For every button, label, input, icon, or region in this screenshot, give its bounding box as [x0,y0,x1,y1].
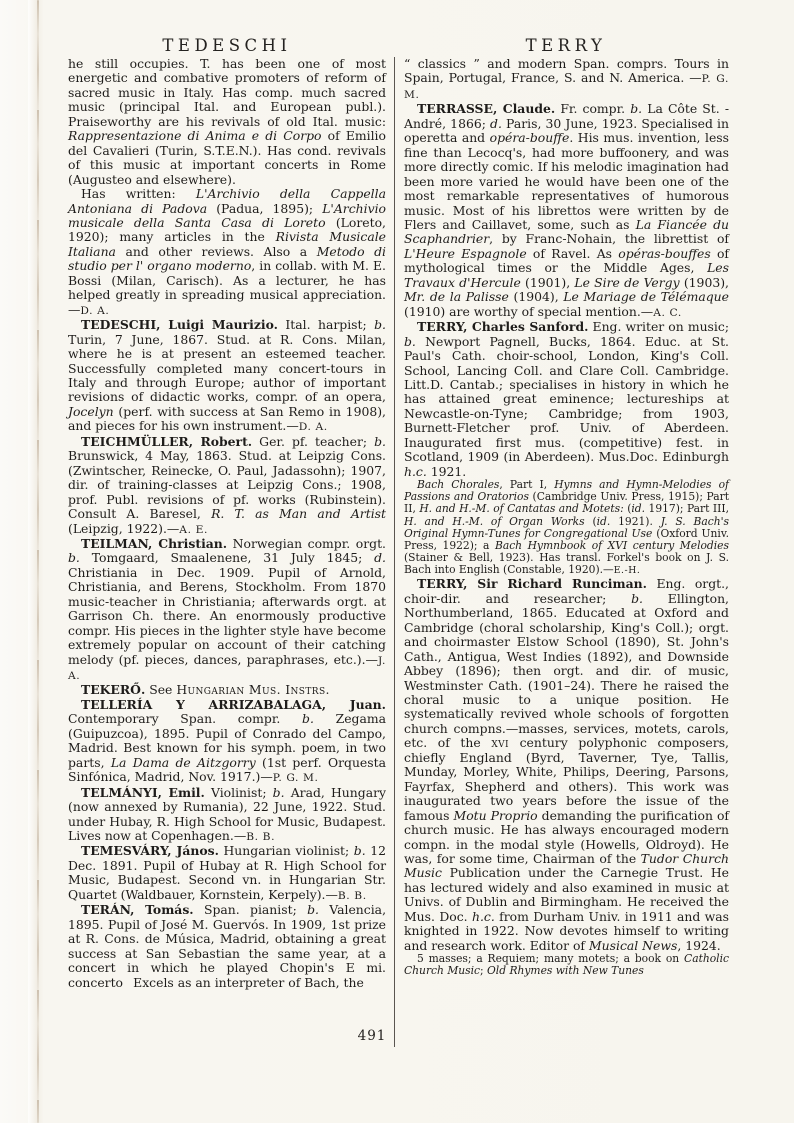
text-run: b. [630,101,643,117]
text-run: Old Rhymes with New Tunes [487,964,644,978]
text-run: J. A. [68,653,386,683]
text-run: 1921. [426,463,467,479]
binding-crease [37,0,39,1123]
text-run: D. A. [298,420,328,434]
entry-terry-richard-runciman [404,577,729,953]
text-run: Turin, 7 June, 1867. Stud. at R. Cons. Milan, where he is at present an esteemed teacher. Successfully completed many concert-tours in Italy and through Europe; author of important revisions of didactic works, compr. of an opera, [68,331,386,405]
text-run: Ger. pf. teacher; [252,433,375,449]
text-run: Valencia, 1895. Pupil of José M. Guervós. In 1909, 1st prize at R. Cons. de Música, Madrid, obtaining a great success at San Sebastian the same year, at a concert in which he played Chopin's E mi. concerto Excels as an interpreter of Bach, the [68,902,387,990]
text-run: Catholic Church Music [404,952,729,978]
text-run: (Cambridge Univ. Press, 1915); Part II, [404,490,729,516]
text-run: Mr. de la Palisse [404,289,509,305]
text-run: xvi [491,735,509,751]
text-run: Le Mariage de Télémaque [563,289,729,305]
text-run: B. B. [246,830,276,844]
text-run: TERRASSE, Claude. [417,101,556,117]
terry-rr-works [404,953,729,977]
entry-telleria-y-arrizabalaga [68,698,386,786]
column-divider-rule [394,57,395,1047]
text-run: , by Franc-Nohain, the librettist of [489,231,729,247]
text-run: of Emilio del Cavalieri (Turin, S.T.E.N.). Has cond. revivals of this music at important concerts in Rome (Augusteo and elsewhere). [68,128,386,187]
text-run: , Part I, [499,478,555,492]
entry-terry-charles-sanford [404,320,729,479]
text-run: Jocelyn [68,403,114,419]
text-run: 1921). [610,514,661,528]
text-run: h.c. [471,908,495,924]
text-run: Zegama (Guipuzcoa), 1895. Pupil of Conrado del Campo, Madrid. Best known for his symph. poem, in two parts, [68,711,386,770]
text-run: L'Archivio della Cappella Antoniana di Padova [68,186,386,216]
text-run: J. S. Bach's Original Hymn-Tunes for Congregational Use [404,514,730,540]
text-run: Rivista Musicale Italiana [68,229,387,259]
text-run: Hungarian Mus. Instrs. [176,682,330,698]
text-run: Tomgaard, Smaalenene, 31 July 1845; [79,550,375,566]
text-run: Le Sire de Vergy [574,274,680,290]
text-run: Eng. orgt., choir-dir. and researcher; [404,576,729,606]
text-run: A. C. [653,305,682,319]
text-run: Publication under the Carnegie Trust. He has lectured widely and also examined in music at Univs. of Dublin and Birmingham. He received the Mus. Doc. [404,865,729,924]
text-run: TEDESCHI, Luigi Maurizio. [81,317,278,333]
text-run: See [145,682,177,698]
text-column-right [404,57,729,977]
text-run: Motu Proprio [453,807,538,823]
text-run: Newport Pagnell, Bucks, 1864. Educ. at St. Paul's Cath. choir-school, London, King's Coll. School, Lancing Coll. and Clare Coll. Cambridge. Litt.D. Cantab.; specialises in history in which he has attained great eminence; lectureships at Newcastle-on-Tyne; Cambridge; from 1903, Burnett-Fletcher prof. Univ. of Aberdeen. Inaugurated first mus. (competitive) fest. in Scotland, 1909 (in Aberdeen). Mus.Doc. Edinburgh [404,333,729,465]
page-number: 491 [357,1028,387,1044]
text-run: “ classics ” and modern Span. comprs. Tours in Spain, Portugal, France, S. and N. America. — [404,56,729,86]
text-run: B. B. [337,888,367,902]
text-run: La Fiancée du Scaphandrier [404,216,730,247]
text-run: (Stainer & Bell, 1923). Has transl. Forkel's book on J. S. Bach into English (Constable, 1920).— [404,551,729,577]
text-run: (1910) are worthy of special mention.— [404,303,654,319]
text-run: (1903), [679,274,729,290]
text-run: h.c. [404,463,427,479]
text-run: d. [490,115,502,131]
text-run: Musical News [588,937,678,953]
text-run: (Loreto, 1920); many articles in the [68,214,386,245]
text-run: La Côte St. - André, 1866; [404,101,730,131]
binding-shadow [28,0,44,1123]
running-head-left: TEDESCHI [162,36,292,55]
text-run: D. A. [80,303,110,317]
text-run: H. and H.-M. of Cantatas and Motets: [419,502,624,516]
entry-tekero [68,683,386,697]
text-run: from Durham Univ. in 1911 and was knighted in 1922. Now devotes himself to writing and research work. Editor of [404,908,729,953]
text-run: d. [374,550,386,566]
text-run: b. [307,902,319,918]
text-run: (Padua, 1895); [207,200,323,216]
text-run: b. [68,550,80,566]
text-run: TEMESVÁRY, János. [81,843,219,859]
entry-telmanyi-emil [68,786,386,845]
continuation-teran [404,57,729,102]
text-run: Bach Hymnbook of XVI century Melodies [494,538,729,552]
text-run: b. [272,784,285,800]
text-run: Metodo di studio per l' organo moderno [68,243,386,274]
running-head-right: TERRY [525,36,607,55]
text-run: TERÁN, Tomás. [81,902,194,918]
text-run: ( [584,514,597,528]
entry-tedeschi-luigi-maurizio [68,318,386,435]
text-run: b. [404,333,416,349]
text-run: (Oxford Univ. Press, 1922); a [404,526,729,552]
entry-terrasse-claude [404,102,729,320]
text-run: and other reviews. Also a [115,243,317,259]
text-run: Fr. compr. [555,101,631,117]
text-run: (1901), [520,274,575,290]
text-run: E.-H. [613,565,641,577]
text-run: 1917); Part III, [645,502,729,516]
text-run: he still occupies. T. has been one of most energetic and combative promoters of reform of sacred music in Italy. Has comp. much sacred music (principal Ital. and European publ.). Praiseworthy are his revivals of old Ital. music: [68,56,386,129]
continuation-tedeschi [68,57,386,187]
text-run: H. and H.-M. of Organ Works [404,514,585,528]
text-run: Span. pianist; [193,902,308,918]
text-run: Contemporary Span. compr. [68,711,303,727]
text-run: (1904), [508,289,564,305]
text-run: TERRY, Charles Sanford. [417,319,589,335]
text-run: Paris, 30 June, 1923. Specialised in operetta and [404,115,729,146]
entry-temesvary-janos [68,844,386,903]
text-run: Hymns and Hymn-Melodies of Passions and Oratorios [404,478,730,504]
entry-teilman-christian [68,537,386,684]
text-run: b. [374,433,386,449]
text-run: TEICHMÜLLER, Robert. [81,433,253,449]
text-run: La Dama de Aitzgorry [110,754,256,770]
text-run: TELLERÍA Y ARRIZABALAGA, Juan. [81,696,386,712]
text-run: L'Heure Espagnole [404,245,527,261]
entry-teichmuller-robert [68,435,386,537]
text-run: (perf. with success at San Remo in 1908), and pieces for his own instrument.— [68,403,386,434]
text-run: Bach Chorales [417,478,500,492]
text-run: L'Archivio musicale della Santa Casa di Loreto [68,200,386,230]
text-run: Eng. writer on music; [588,319,729,335]
terry-cs-bibliography [404,479,729,577]
text-run: b. [302,711,314,727]
text-run: R. T. as Man and Artist [211,506,387,522]
text-run: of mythological times or the Middle Ages, [404,245,729,276]
text-run: demanding the purification of church music. He has always encouraged modern compn. in the modal style (Howells, Oldroyd). He was, for some time, Chairman of the [404,807,729,866]
text-run: (1st perf. Orquesta Sinfónica, Madrid, Nov. 1917.)— [68,754,386,785]
text-run: b. [374,317,386,333]
text-run: , 1924. [677,937,721,953]
tedeschi-works [68,187,386,318]
text-run: Ital. harpist; [277,317,375,333]
text-column-left [68,57,386,990]
text-run: id. [631,502,646,516]
text-run: Has written: [81,186,196,202]
text-run: b. [353,843,366,859]
text-run: TERRY, Sir Richard Runciman. [417,576,647,592]
text-run: Brunswick, 4 May, 1863. Stud. at Leipzig Cons. (Zwintscher, Reinecke, O. Paul, Jadassohn); 1907, dir. of training-classes at Leipzig Cons.; 1908, prof. Publ. revisions of pf. works (Rubinstein). Consult A. Baresel, [68,448,386,522]
text-run: 12 Dec. 1891. Pupil of Hubay at R. High School for Music, Budapest. Second vn. in Hungarian Str. Quartet (Waldbauer, Kornstein, Kerpely).— [68,843,386,902]
text-run: ; [480,964,488,978]
text-run: (Leipzig, 1922).— [68,520,180,536]
text-run: . His mus. invention, less fine than Lecocq's, had more buffoonery, and was more directly comic. If his melodic imagination had been more varied he would have been one of the most remarkable representatives of humorous music. Most of his librettos were written by de Flers and Caillavet, some, such as [404,130,729,232]
text-run: TEILMAN, Christian. [81,535,228,551]
text-run: Violinist; [204,784,273,800]
text-run: ( [623,502,632,516]
text-run: P. G. M. [272,771,319,785]
text-run: Rappresentazione di Anima e di Corpo [68,128,322,144]
text-run: id. [596,514,611,528]
text-run: A. E. [179,522,208,536]
entry-teran-tomas [68,903,386,990]
text-run: Hungarian violinist; [218,843,354,859]
text-run: opéras-bouffes [618,245,711,261]
text-run: TEKERŐ. [81,682,146,698]
text-run: century polyphonic composers, chiefly England (Byrd, Taverner, Tye, Tallis, Munday, Morley, White, Philips, Deering, Parsons, Fayrfax, Shepherd and others). This work was inaugurated two years before the issue of the famous [404,735,729,823]
text-run: Christiania in Dec. 1909. Pupil of Arnold, Christiania, and Berens, Stockholm. From 1870 music-teacher in Christiania; afterwards orgt. at Garrison Ch. there. An enormously productive compr. His pieces in the lighter style have become extremely popular on account of their catching melody (pf. pieces, dances, paraphrases, etc.).— [68,564,386,667]
text-run: Norwegian compr. orgt. [227,535,386,551]
text-run: 5 masses; a Requiem; many motets; a book on [417,952,685,966]
text-run: opéra-bouffe [489,130,570,146]
text-run: Les Travaux d'Hercule [404,260,729,290]
text-run: Tudor Church Music [404,851,729,881]
text-run: , in collab. with M. E. Bossi (Milan, Carisch). As a lecturer, he has helped greatly in spreading musical appreciation.— [68,258,386,317]
text-run: Arad, Hungary (now annexed by Rumania), 22 June, 1922. Stud. under Hubay, R. High School for Music, Budapest. Lives now at Copenhagen.— [68,784,386,844]
text-run: TELMÁNYI, Emil. [81,784,205,800]
text-run: P. G. M. [404,72,729,101]
text-run: b. [631,590,643,606]
text-run: Ellington, Northumberland, 1865. Educated at Oxford and Cambridge (choral scholarship, King's Coll.); orgt. and choirmaster Elstow School (1890), St. John's Cath., Antigua, West Indies (1892), and Downside Abbey (1896); then orgt. and dir. of music, Westminster Cath. (1901–24). There he raised the choral music to a unique position. He systematically revived whole schools of forgotten church compns.—masses, services, motets, carols, etc. of the [404,590,729,751]
text-run: of Ravel. As [526,245,619,261]
